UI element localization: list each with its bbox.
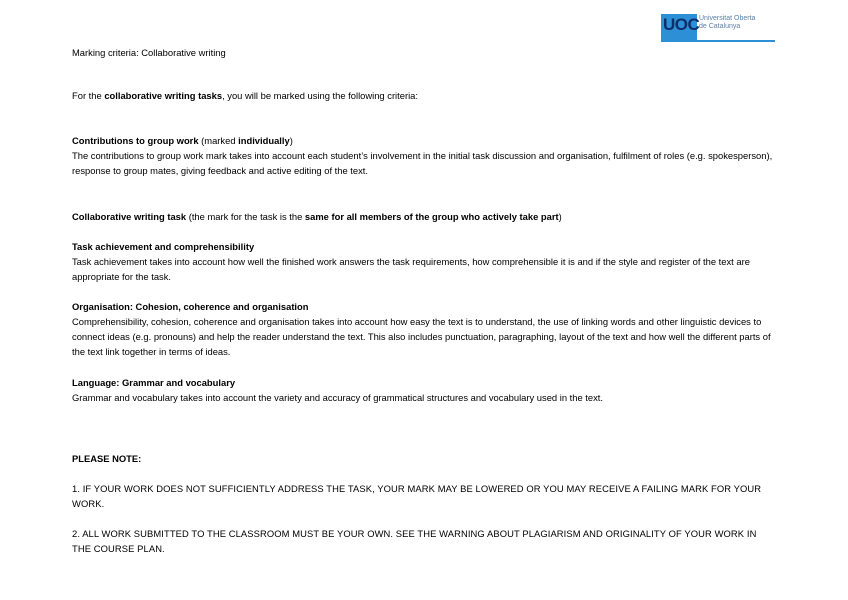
uoc-logo-letters: UOC bbox=[663, 15, 700, 34]
note-item-2: 2. ALL WORK SUBMITTED TO THE CLASSROOM MUST BE YOUR OWN. SEE THE WARNING ABOUT PLAGIARISM AND ORIGINALITY OF YOUR WORK IN THE COURSE PLAN. bbox=[72, 528, 757, 554]
intro-paragraph bbox=[72, 88, 776, 103]
note-heading-line bbox=[72, 451, 776, 466]
contributions-paren-bold: individually bbox=[238, 135, 290, 146]
task-heading: Task achievement and comprehensibility bbox=[72, 241, 255, 252]
uoc-logo-mark bbox=[661, 14, 700, 42]
section-organisation bbox=[72, 299, 776, 359]
organisation-heading: Organisation: Cohesion, coherence and organisation bbox=[72, 301, 309, 312]
collaborative-paren-bold: same for all members of the group who actively take part bbox=[304, 211, 559, 222]
document-title: Marking criteria: Collaborative writing bbox=[72, 47, 226, 58]
note-item-1: 1. IF YOUR WORK DOES NOT SUFFICIENTLY ADDRESS THE TASK, YOUR MARK MAY BE LOWERED OR YOU MAY RECEIVE A FAILING MARK FOR YOUR WORK. bbox=[72, 483, 762, 509]
contributions-heading: Contributions to group work bbox=[72, 135, 199, 146]
contributions-paren-pre: (marked bbox=[198, 135, 239, 146]
collaborative-heading: Collaborative writing task bbox=[72, 211, 187, 222]
section-contributions bbox=[72, 133, 776, 178]
uoc-logo-wordmark bbox=[699, 15, 755, 31]
task-text: Task achievement takes into account how well the finished work answers the task requirements, how comprehensible it is and if the style and register of the text are appropriate for the task. bbox=[72, 256, 750, 282]
organisation-text: Comprehensibility, cohesion, coherence and organisation takes into account how easy the text is to understand, the use of linking words and other linguistic devices to connect ideas (e.g. pronouns) and help the reader understand the text. This also includes punctuation, paragraphing, layout of the text and how well the different parts of the text link together in terms of ideas. bbox=[72, 316, 771, 357]
uoc-logo-underline bbox=[661, 40, 775, 42]
intro-post: , you will be marked using the following criteria: bbox=[222, 90, 418, 101]
uoc-logo-line2: de Catalunya bbox=[699, 23, 741, 30]
contributions-text: The contributions to group work mark takes into account each student’s involvement in the initial task discussion and organisation, fulfilment of roles (e.g. spokesperson), response to group mates, giving feedback and active editing of the text. bbox=[72, 150, 773, 176]
collaborative-paren-post: ) bbox=[558, 211, 562, 222]
section-language bbox=[72, 375, 776, 405]
note-heading: PLEASE NOTE: bbox=[72, 453, 142, 464]
language-heading: Language: Grammar and vocabulary bbox=[72, 377, 236, 388]
contributions-paren-post: ) bbox=[289, 135, 293, 146]
uoc-logo bbox=[661, 14, 775, 42]
uoc-logo-line1: Universitat Oberta bbox=[699, 15, 756, 22]
language-text: Grammar and vocabulary takes into account the variety and accuracy of grammatical structures and vocabulary used in the text. bbox=[72, 392, 603, 403]
intro-pre: For the bbox=[72, 90, 105, 101]
contributions-heading-line bbox=[72, 133, 776, 148]
section-task-achievement bbox=[72, 239, 776, 284]
collaborative-heading-line bbox=[72, 209, 776, 224]
intro-bold: collaborative writing tasks bbox=[104, 90, 223, 101]
collaborative-paren-pre: (the mark for the task is the bbox=[186, 211, 305, 222]
